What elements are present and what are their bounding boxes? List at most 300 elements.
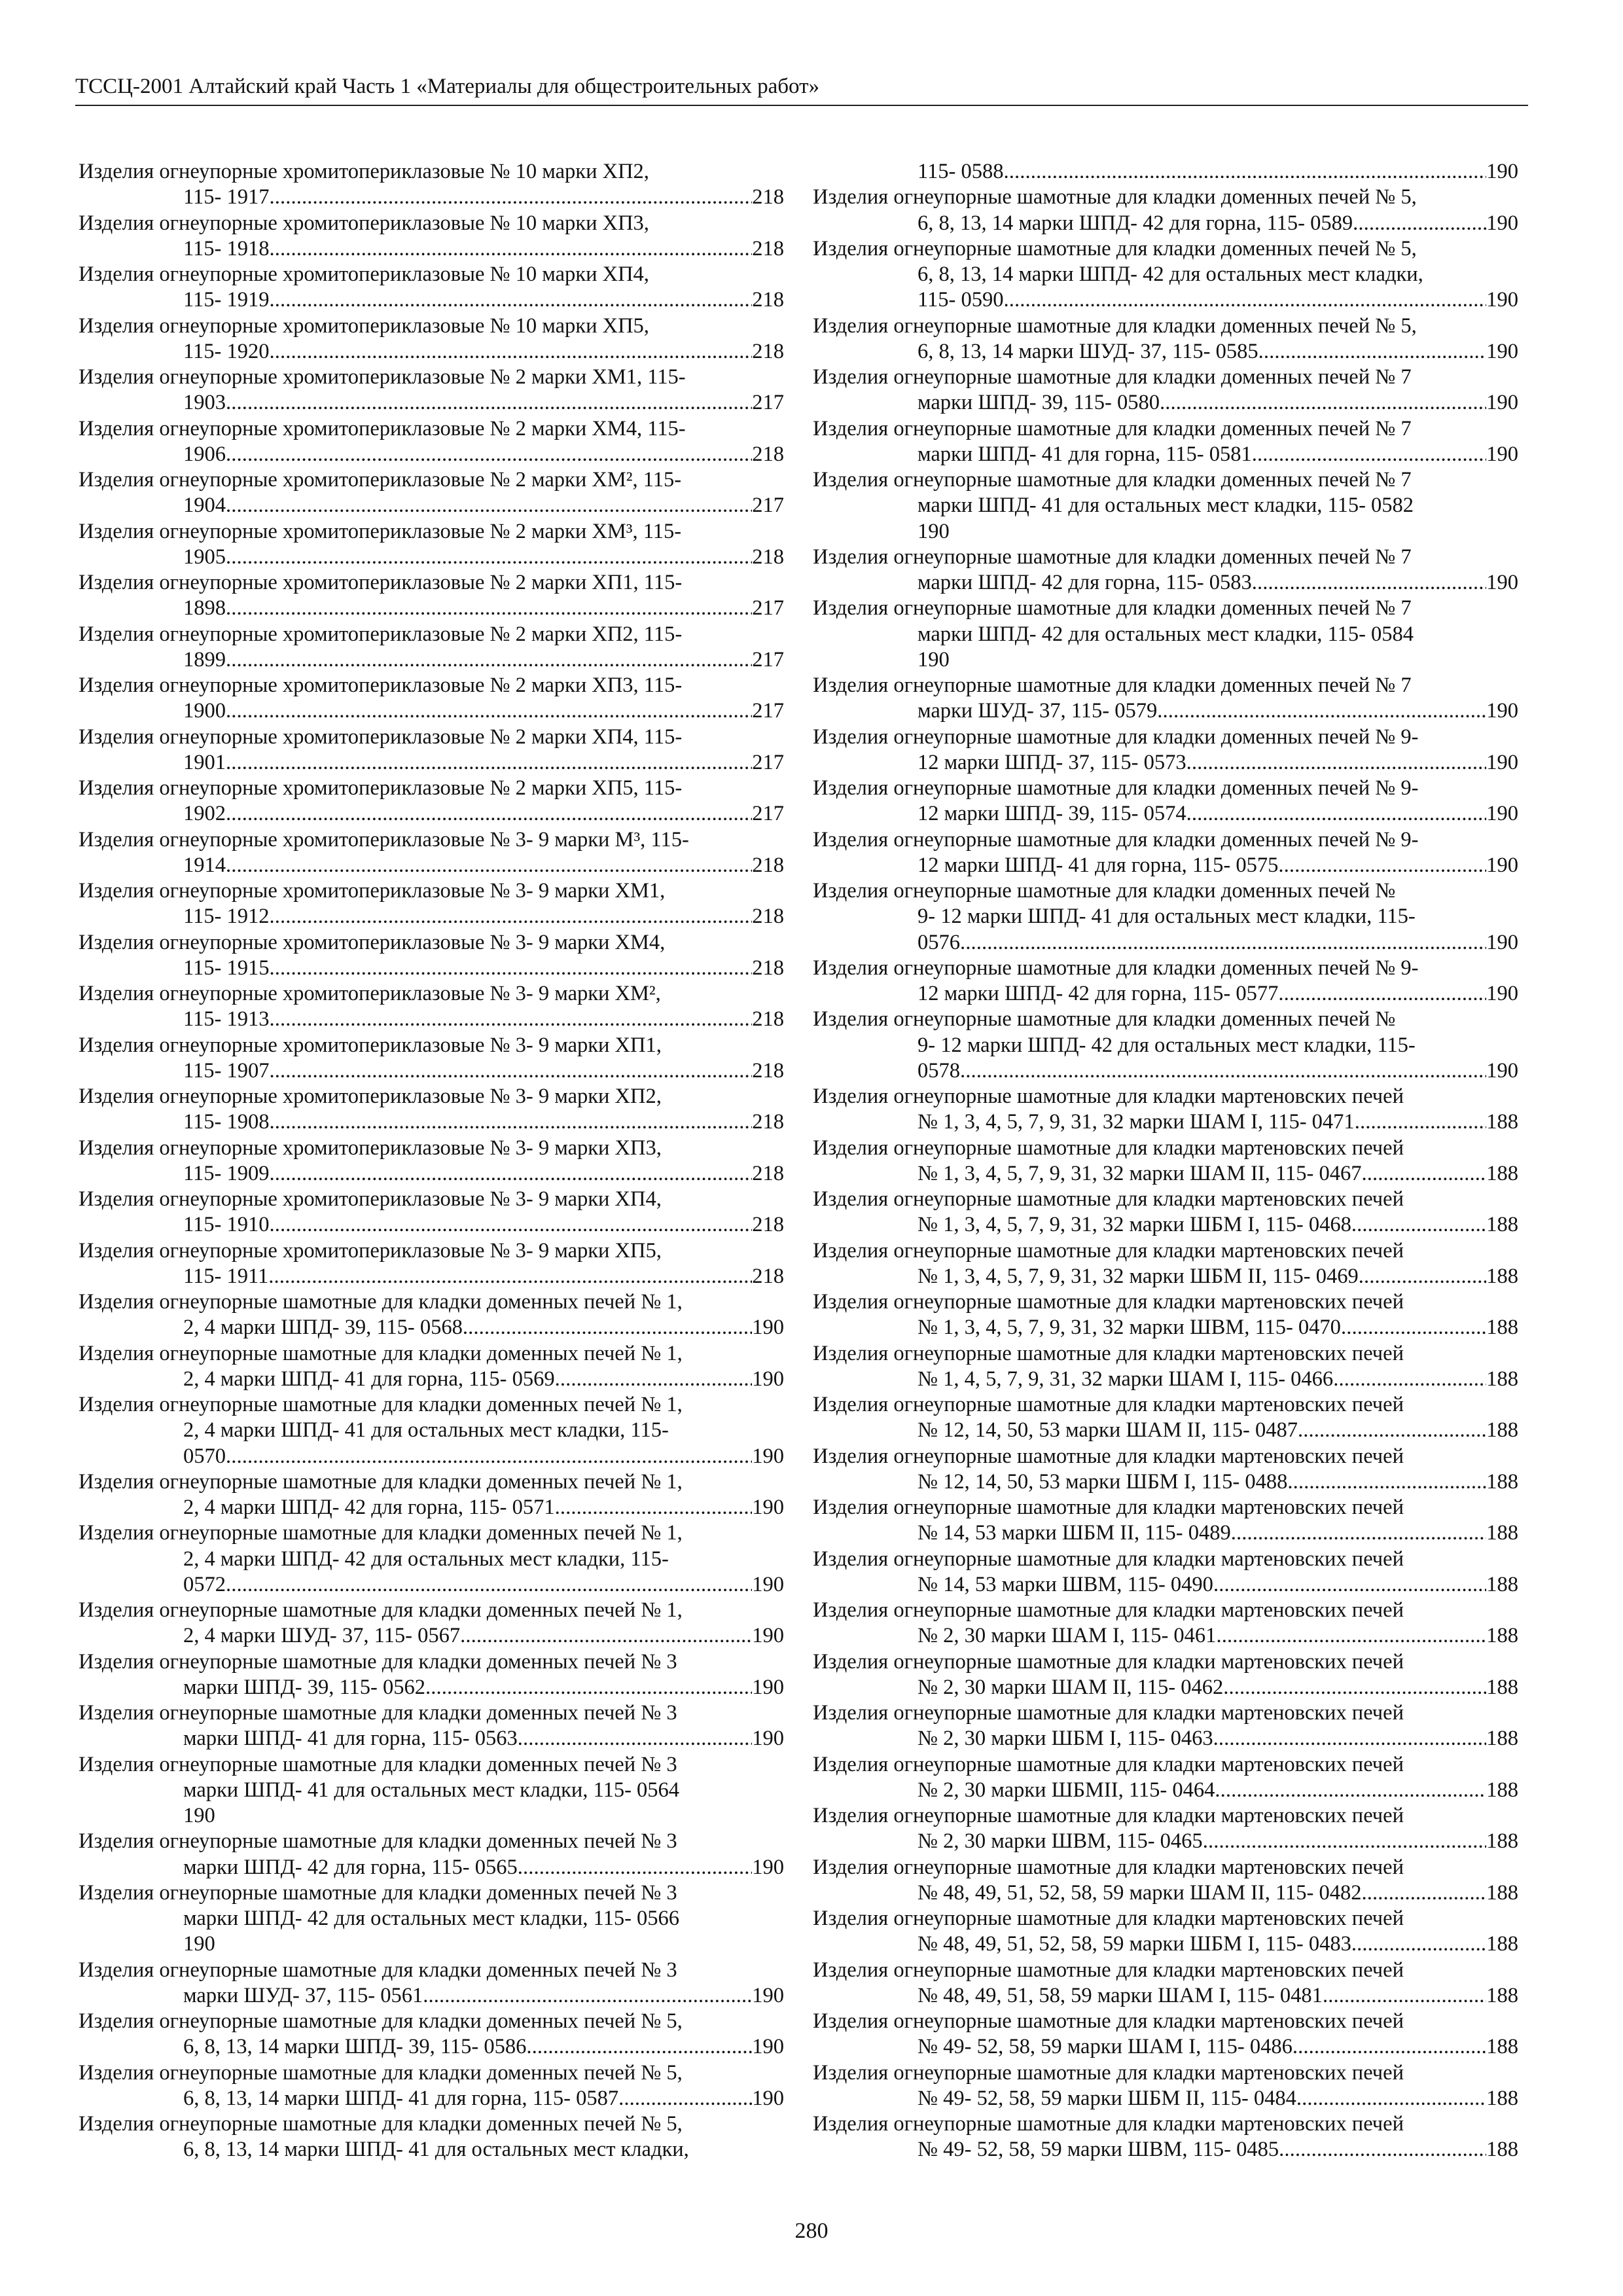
- entry-code: марки ШПД- 42 для горна, 115- 0583: [918, 571, 1252, 594]
- dot-leader: [1351, 1931, 1486, 1957]
- index-entry: [79, 1598, 784, 1649]
- entry-code: 6, 8, 13, 14 марки ШПД- 41 для горна, 115- 0587: [183, 2086, 619, 2110]
- dot-leader: [226, 853, 752, 878]
- entry-code: 115- 1913: [183, 1007, 270, 1031]
- dot-leader: [1223, 1675, 1486, 1700]
- entry-code: № 2, 30 марки ШВМ, 115- 0465: [918, 1829, 1203, 1854]
- index-entry: [79, 1187, 784, 1238]
- index-entry: [813, 878, 1518, 956]
- entry-dotleader-line: [813, 1264, 1518, 1289]
- entry-dotleader-line: [813, 390, 1518, 416]
- entry-dotleader-line: [813, 1623, 1518, 1649]
- entry-page-ref: 190: [1486, 699, 1518, 723]
- entry-text: Изделия огнеупорные шамотные для кладки доменных печей № 7: [813, 416, 1412, 440]
- index-entry: [813, 956, 1518, 1007]
- entry-dotleader-line: [813, 1778, 1518, 1803]
- dot-leader: [226, 390, 752, 416]
- index-entry: [79, 1829, 784, 1880]
- entry-code: № 1, 3, 4, 5, 7, 9, 31, 32 марки ШВМ, 115- 0470: [918, 1316, 1341, 1340]
- entry-dotleader-line: [813, 1675, 1518, 1700]
- entry-page-ref: 190: [1486, 982, 1518, 1005]
- index-entry: [813, 596, 1518, 673]
- dot-leader: [226, 545, 752, 570]
- entry-page-ref: 188: [1486, 1213, 1518, 1237]
- entry-dotleader-line: [79, 698, 784, 724]
- entry-code: марки ШУД- 37, 115- 0561: [183, 1983, 423, 2007]
- entry-code: 115- 1910: [183, 1213, 270, 1237]
- entry-code: 115- 1909: [183, 1161, 270, 1185]
- dot-leader: [460, 1623, 752, 1649]
- entry-dotleader-line: [813, 750, 1518, 776]
- entry-text: Изделия огнеупорные шамотные для кладки доменных печей № 5,: [79, 2009, 683, 2033]
- entry-page-ref: 188: [1486, 2086, 1518, 2110]
- entry-text: Изделия огнеупорные хромитопериклазовые № 2 марки ХМ³, 115-: [79, 519, 682, 543]
- entry-page-ref: 217: [752, 596, 784, 620]
- entry-text: Изделия огнеупорные шамотные для кладки мартеновских печей: [813, 1547, 1404, 1571]
- index-entry: [813, 1752, 1518, 1804]
- entry-dotleader-line: [79, 442, 784, 467]
- entry-code: 1904: [183, 493, 226, 518]
- entry-text: Изделия огнеупорные шамотные для кладки мартеновских печей: [813, 1598, 1404, 1622]
- dot-leader: [1231, 1520, 1487, 1546]
- dot-leader: [226, 1444, 752, 1469]
- entry-text: Изделия огнеупорные хромитопериклазовые № 2 марки ХП5, 115-: [79, 776, 683, 800]
- entry-continuation: марки ШПД- 42 для остальных мест кладки, 115- 0566: [183, 1907, 680, 1930]
- index-entry: [813, 365, 1518, 416]
- index-entry: [79, 1033, 784, 1085]
- entry-text: Изделия огнеупорные шамотные для кладки доменных печей № 3: [79, 1701, 677, 1725]
- entry-text: Изделия огнеупорные шамотные для кладки доменных печей №: [813, 879, 1396, 903]
- entry-dotleader-line: [813, 801, 1518, 827]
- entry-page-ref: 190: [1486, 442, 1518, 466]
- entry-code: марки ШПД- 41 для горна, 115- 0581: [918, 442, 1252, 466]
- entry-text: Изделия огнеупорные хромитопериклазовые № 2 марки ХП4, 115-: [79, 725, 683, 749]
- entry-dotleader-line: [813, 1367, 1518, 1392]
- entry-dotleader-line: [79, 339, 784, 365]
- index-entry: [813, 1700, 1518, 1752]
- index-entry: [813, 1649, 1518, 1701]
- entry-dotleader-line: [79, 647, 784, 673]
- entry-text: Изделия огнеупорные хромитопериклазовые № 10 марки ХП5,: [79, 314, 649, 338]
- entry-dotleader-line: [79, 904, 784, 929]
- dot-leader: [226, 493, 752, 518]
- entry-page-ref: 188: [1486, 1161, 1518, 1185]
- dot-leader: [1355, 1109, 1487, 1135]
- index-entry: [79, 827, 784, 879]
- dot-leader: [1293, 2034, 1486, 2060]
- index-entry: [813, 1289, 1518, 1341]
- entry-code: № 14, 53 марки ШВМ, 115- 0490: [918, 1572, 1213, 1596]
- entry-code: 1900: [183, 699, 226, 723]
- entry-page-ref: 190: [752, 1855, 784, 1879]
- entry-text: Изделия огнеупорные шамотные для кладки доменных печей № 7: [813, 468, 1412, 492]
- dot-leader: [268, 1264, 752, 1289]
- entry-dotleader-line: [813, 2034, 1518, 2060]
- entry-code: № 1, 3, 4, 5, 7, 9, 31, 32 марки ШБМ I, 115- 0468: [918, 1213, 1351, 1237]
- entry-dotleader-line: [79, 390, 784, 416]
- index-entry: [79, 159, 784, 211]
- entry-dotleader-line: [79, 1726, 784, 1751]
- entry-dotleader-line: [79, 545, 784, 570]
- dot-leader: [270, 236, 753, 262]
- entry-code: марки ШУД- 37, 115- 0579: [918, 699, 1158, 723]
- entry-continuation: марки ШПД- 41 для остальных мест кладки, 115- 0582: [918, 493, 1414, 518]
- dot-leader: [1004, 287, 1487, 313]
- entry-page-ref: 190: [1486, 750, 1518, 774]
- index-entry: [813, 827, 1518, 879]
- index-entry: [813, 159, 1518, 185]
- dot-leader: [1252, 442, 1487, 467]
- entry-code: марки ШПД- 42 для горна, 115- 0565: [183, 1855, 518, 1879]
- entry-dotleader-line: [813, 1469, 1518, 1495]
- entry-code: 2, 4 марки ШПД- 41 для горна, 115- 0569: [183, 1367, 555, 1391]
- entry-dotleader-line: [813, 570, 1518, 596]
- entry-continuation: 9- 12 марки ШПД- 42 для остальных мест кладки, 115-: [918, 1033, 1416, 1057]
- entry-code: 1914: [183, 853, 226, 877]
- dot-leader: [555, 1367, 753, 1392]
- entry-text: Изделия огнеупорные шамотные для кладки доменных печей № 3: [79, 1752, 677, 1776]
- entry-text: Изделия огнеупорные шамотные для кладки мартеновских печей: [813, 1341, 1404, 1365]
- entry-page-ref: 218: [752, 442, 784, 466]
- entry-dotleader-line: [813, 1058, 1518, 1084]
- index-entry: [79, 314, 784, 365]
- entry-page-ref: 190: [1486, 288, 1518, 312]
- index-entry: [79, 1469, 784, 1521]
- entry-code: 115- 1908: [183, 1110, 270, 1134]
- index-entry: [79, 1341, 784, 1393]
- dot-leader: [1362, 1161, 1487, 1187]
- entry-dotleader-line: [813, 1983, 1518, 2009]
- entry-code: 115- 1912: [183, 905, 270, 929]
- page-number: 280: [794, 2219, 829, 2243]
- entry-page-ref: 188: [1486, 1675, 1518, 1699]
- dot-leader: [270, 1109, 753, 1135]
- entry-text: Изделия огнеупорные хромитопериклазовые № 3- 9 марки ХМ4,: [79, 930, 666, 954]
- entry-code: 1902: [183, 802, 226, 826]
- dot-leader: [226, 596, 752, 621]
- dot-leader: [1157, 698, 1486, 724]
- entry-continuation: 2, 4 марки ШПД- 41 для остальных мест кладки, 115-: [183, 1418, 669, 1443]
- entry-text: Изделия огнеупорные шамотные для кладки доменных печей № 1,: [79, 1290, 683, 1314]
- entry-page-ref: 218: [752, 956, 784, 980]
- entry-code: 115- 1907: [183, 1058, 270, 1083]
- index-entry: [813, 1007, 1518, 1084]
- entry-code: 12 марки ШПД- 42 для горна, 115- 0577: [918, 982, 1279, 1005]
- entry-code: 115- 1917: [183, 185, 270, 209]
- entry-dotleader-line: [79, 1444, 784, 1469]
- index-entry: [79, 1289, 784, 1341]
- entry-continuation: марки ШПД- 41 для остальных мест кладки, 115- 0564: [183, 1778, 680, 1802]
- entry-page-ref: 188: [1486, 1264, 1518, 1288]
- index-entry: [813, 2111, 1518, 2163]
- entry-text: Изделия огнеупорные хромитопериклазовые № 2 марки ХП3, 115-: [79, 673, 683, 697]
- index-entry: [79, 2111, 784, 2163]
- dot-leader: [1353, 211, 1486, 236]
- entry-text: Изделия огнеупорные шамотные для кладки доменных печей № 7: [813, 545, 1412, 569]
- entry-text: Изделия огнеупорные шамотные для кладки доменных печей № 7: [813, 365, 1412, 389]
- entry-text: Изделия огнеупорные хромитопериклазовые № 2 марки ХП1, 115-: [79, 571, 683, 594]
- entry-page-ref: 190: [1486, 930, 1518, 954]
- entry-page-ref: 218: [752, 1058, 784, 1083]
- index-entry: [813, 1495, 1518, 1547]
- entry-dotleader-line: [813, 2086, 1518, 2111]
- entry-text: Изделия огнеупорные шамотные для кладки доменных печей № 9-: [813, 956, 1419, 980]
- index-entry: [79, 725, 784, 776]
- entry-code: марки ШПД- 39, 115- 0580: [918, 391, 1160, 415]
- entry-dotleader-line: [79, 493, 784, 518]
- entry-text: Изделия огнеупорные шамотные для кладки доменных печей № 9-: [813, 827, 1419, 852]
- index-entry: [79, 673, 784, 725]
- dot-leader: [1213, 1572, 1486, 1598]
- index-entry: [79, 878, 784, 930]
- entry-code: № 2, 30 марки ШБМII, 115- 0464: [918, 1778, 1215, 1802]
- dot-leader: [226, 750, 752, 776]
- entry-text: Изделия огнеупорные хромитопериклазовые № 10 марки ХП3,: [79, 211, 649, 235]
- index-entry: [813, 673, 1518, 725]
- entry-dotleader-line: [79, 236, 784, 262]
- entry-dotleader-line: [813, 698, 1518, 724]
- index-entry: [79, 519, 784, 571]
- entry-page-ref: 217: [752, 750, 784, 774]
- index-entry: [813, 1187, 1518, 1238]
- entry-text: Изделия огнеупорные шамотные для кладки доменных печей № 3: [79, 1958, 677, 1982]
- index-entry: [79, 1700, 784, 1752]
- entry-page-ref: 190: [752, 1727, 784, 1751]
- index-entry: [813, 2009, 1518, 2060]
- index-entry: [813, 185, 1518, 236]
- entry-code: 115- 1918: [183, 236, 270, 260]
- entry-continuation: марки ШПД- 42 для остальных мест кладки, 115- 0584: [918, 622, 1414, 646]
- entry-text: Изделия огнеупорные шамотные для кладки доменных печей № 1,: [79, 1598, 683, 1622]
- entry-text: Изделия огнеупорные шамотные для кладки мартеновских печей: [813, 1907, 1404, 1930]
- entry-page-ref: 190: [752, 1983, 784, 2007]
- entry-page-ref: 190: [752, 1444, 784, 1468]
- entry-code: 6, 8, 13, 14 марки ШПД- 39, 115- 0586: [183, 2035, 527, 2059]
- index-entry: [79, 211, 784, 262]
- entry-code: 12 марки ШПД- 39, 115- 0574: [918, 802, 1186, 826]
- entry-text: Изделия огнеупорные хромитопериклазовые № 3- 9 марки ХП1,: [79, 1033, 662, 1057]
- entry-page-ref: 218: [752, 1110, 784, 1134]
- index-entry: [79, 622, 784, 673]
- entry-dotleader-line: [813, 1880, 1518, 1906]
- entry-code: № 1, 4, 5, 7, 9, 31, 32 марки ШАМ I, 115- 0466: [918, 1367, 1334, 1391]
- dot-leader: [270, 185, 753, 210]
- entry-text: Изделия огнеупорные шамотные для кладки мартеновских печей: [813, 1701, 1404, 1725]
- entry-dotleader-line: [79, 1007, 784, 1032]
- entry-text: Изделия огнеупорные хромитопериклазовые № 3- 9 марки ХМ²,: [79, 982, 661, 1005]
- entry-code: № 48, 49, 51, 52, 58, 59 марки ШАМ II, 115- 0482: [918, 1880, 1362, 1905]
- dot-leader: [1216, 1623, 1486, 1649]
- entry-page-ref: 218: [752, 905, 784, 929]
- dot-leader: [226, 442, 752, 467]
- entry-dotleader-line: [813, 442, 1518, 467]
- entry-code: № 1, 3, 4, 5, 7, 9, 31, 32 марки ШАМ I, 115- 0471: [918, 1110, 1355, 1134]
- entry-dotleader-line: [79, 1058, 784, 1084]
- entry-dotleader-line: [79, 956, 784, 981]
- entry-text: Изделия огнеупорные хромитопериклазовые № 2 марки ХМ4, 115-: [79, 416, 686, 440]
- entry-page-ref: 218: [752, 1264, 784, 1288]
- entry-page-ref: 188: [1486, 2138, 1518, 2162]
- entry-code: 1903: [183, 391, 226, 415]
- dot-leader: [270, 904, 753, 929]
- entry-text: Изделия огнеупорные шамотные для кладки мартеновских печей: [813, 1444, 1404, 1468]
- dot-leader: [1362, 1880, 1487, 1906]
- entry-dotleader-line: [813, 1315, 1518, 1340]
- entry-page-ref: 190: [1486, 160, 1518, 183]
- entry-code: № 12, 14, 50, 53 марки ШАМ II, 115- 0487: [918, 1418, 1298, 1443]
- entry-text: Изделия огнеупорные шамотные для кладки доменных печей № 7: [813, 596, 1412, 620]
- entry-dotleader-line: [79, 1675, 784, 1700]
- entry-dotleader-line: [813, 1212, 1518, 1238]
- entry-code: № 49- 52, 58, 59 марки ШАМ I, 115- 0486: [918, 2035, 1293, 2059]
- entry-page-ref: 217: [752, 391, 784, 415]
- index-entry: [813, 1444, 1518, 1496]
- entry-dotleader-line: [79, 1367, 784, 1392]
- index-entry: [813, 467, 1518, 545]
- entry-page-ref: 190: [752, 1624, 784, 1648]
- entry-dotleader-line: [79, 853, 784, 878]
- entry-text: Изделия огнеупорные шамотные для кладки мартеновских печей: [813, 1496, 1404, 1519]
- entry-text: Изделия огнеупорные хромитопериклазовые № 2 марки ХМ², 115-: [79, 468, 682, 492]
- entry-text: Изделия огнеупорные шамотные для кладки мартеновских печей: [813, 1752, 1404, 1776]
- entry-dotleader-line: [79, 1109, 784, 1135]
- entry-text: Изделия огнеупорные шамотные для кладки мартеновских печей: [813, 1136, 1404, 1160]
- dot-leader: [270, 1058, 753, 1084]
- entry-page-ref: 218: [752, 236, 784, 260]
- index-entry: [79, 1958, 784, 2009]
- entry-dotleader-line: [79, 596, 784, 621]
- entry-text: Изделия огнеупорные шамотные для кладки доменных печей № 1,: [79, 1393, 683, 1416]
- index-entry: [813, 314, 1518, 365]
- dot-leader: [618, 2086, 752, 2111]
- dot-leader: [518, 1726, 753, 1751]
- entry-code: 2, 4 марки ШПД- 42 для горна, 115- 0571: [183, 1496, 555, 1519]
- index-entry: [79, 1084, 784, 1136]
- entry-text: Изделия огнеупорные шамотные для кладки доменных печей № 5,: [813, 185, 1417, 209]
- entry-dotleader-line: [813, 339, 1518, 365]
- entry-code: 0578: [918, 1058, 960, 1083]
- entry-dotleader-line: [813, 1572, 1518, 1598]
- dot-leader: [226, 698, 752, 724]
- entry-code: № 49- 52, 58, 59 марки ШВМ, 115- 0485: [918, 2138, 1279, 2162]
- entry-code: № 1, 3, 4, 5, 7, 9, 31, 32 марки ШБМ II, 115- 0469: [918, 1264, 1359, 1288]
- dot-leader: [1278, 853, 1486, 878]
- entry-page-ref: 188: [1486, 1316, 1518, 1340]
- index-entry: [79, 930, 784, 982]
- dot-leader: [270, 1212, 753, 1238]
- dot-leader: [1341, 1315, 1486, 1340]
- entry-page-ref: 190: [1486, 211, 1518, 235]
- entry-code: 6, 8, 13, 14 марки ШПД- 42 для горна, 115- 0589: [918, 211, 1353, 235]
- header-rule: [75, 105, 1528, 106]
- dot-leader: [1279, 2137, 1486, 2162]
- dot-leader: [960, 930, 1486, 956]
- entry-page-ref: 188: [1486, 1778, 1518, 1802]
- running-header: ТССЦ-2001 Алтайский край Часть 1 «Материалы для общестроительных работ»: [75, 75, 820, 98]
- entry-text: Изделия огнеупорные шамотные для кладки доменных печей № 3: [79, 1880, 677, 1905]
- entry-dotleader-line: [813, 930, 1518, 956]
- entry-page-ref: 190: [918, 519, 950, 543]
- entry-page-ref: 188: [1486, 1367, 1518, 1391]
- dot-leader: [425, 1675, 752, 1700]
- dot-leader: [1296, 2086, 1486, 2111]
- dot-leader: [1258, 339, 1487, 365]
- entry-page-ref: 188: [1486, 2035, 1518, 2059]
- index-entry: [79, 1520, 784, 1598]
- entry-dotleader-line: [813, 159, 1518, 185]
- entry-text: Изделия огнеупорные хромитопериклазовые № 10 марки ХП2,: [79, 160, 649, 183]
- entry-page-ref: 188: [1486, 1572, 1518, 1596]
- index-entry: [79, 1649, 784, 1701]
- entry-continuation: 6, 8, 13, 14 марки ШПД- 42 для остальных мест кладки,: [918, 262, 1423, 286]
- entry-dotleader-line: [79, 801, 784, 827]
- entry-page-ref: 188: [1486, 1110, 1518, 1134]
- entry-page-ref: 188: [1486, 1983, 1518, 2007]
- dot-leader: [1215, 1778, 1486, 1803]
- dot-leader: [1160, 390, 1486, 416]
- dot-leader: [423, 1983, 752, 2009]
- entry-page-ref: 218: [752, 339, 784, 363]
- entry-dotleader-line: [79, 1212, 784, 1238]
- entry-continuation: 2, 4 марки ШПД- 42 для остальных мест кладки, 115-: [183, 1547, 669, 1571]
- entry-code: № 48, 49, 51, 52, 58, 59 марки ШБМ I, 115- 0483: [918, 1932, 1351, 1956]
- entry-text: Изделия огнеупорные хромитопериклазовые № 2 марки ХМ1, 115-: [79, 365, 686, 389]
- index-entry: [813, 1238, 1518, 1290]
- entry-text: Изделия огнеупорные шамотные для кладки мартеновских печей: [813, 1085, 1404, 1108]
- index-entry: [813, 1803, 1518, 1855]
- entry-page-ref: 190: [183, 1804, 215, 1827]
- dot-leader: [226, 647, 752, 673]
- entry-text: Изделия огнеупорные шамотные для кладки доменных печей №: [813, 1007, 1396, 1031]
- dot-leader: [1004, 159, 1487, 185]
- entry-page-ref: 190: [1486, 853, 1518, 877]
- entry-dotleader-line: [79, 1855, 784, 1880]
- entry-code: 6, 8, 13, 14 марки ШУД- 37, 115- 0585: [918, 339, 1258, 363]
- entry-dotleader-line: [813, 1931, 1518, 1957]
- entry-code: № 48, 49, 51, 58, 59 марки ШАМ I, 115- 0481: [918, 1983, 1323, 2007]
- index-entry: [79, 776, 784, 827]
- entry-page-ref: 188: [1486, 1727, 1518, 1751]
- entry-code: 115- 1911: [183, 1264, 269, 1288]
- index-entry: [79, 1392, 784, 1469]
- index-entry: [813, 1084, 1518, 1136]
- entry-code: № 2, 30 марки ШБМ I, 115- 0463: [918, 1727, 1213, 1751]
- index-entry: [79, 416, 784, 468]
- entry-dotleader-line: [79, 1161, 784, 1187]
- entry-code: 115- 1920: [183, 339, 270, 363]
- entry-page-ref: 217: [752, 802, 784, 826]
- entry-text: Изделия огнеупорные шамотные для кладки доменных печей № 5,: [79, 2112, 683, 2136]
- index-entry: [79, 570, 784, 622]
- entry-page-ref: 190: [752, 1496, 784, 1519]
- index-entry: [813, 1136, 1518, 1187]
- index-entry: [79, 981, 784, 1033]
- entry-text: Изделия огнеупорные шамотные для кладки мартеновских печей: [813, 2112, 1404, 2136]
- entry-text: Изделия огнеупорные шамотные для кладки мартеновских печей: [813, 1855, 1404, 1879]
- entry-code: 2, 4 марки ШПД- 39, 115- 0568: [183, 1316, 463, 1340]
- dot-leader: [1287, 1469, 1486, 1495]
- entry-continuation: 6, 8, 13, 14 марки ШПД- 41 для остальных мест кладки,: [183, 2138, 689, 2162]
- entry-text: Изделия огнеупорные хромитопериклазовые № 2 марки ХП2, 115-: [79, 622, 683, 646]
- entry-page-ref: 188: [1486, 1932, 1518, 1956]
- entry-text: Изделия огнеупорные шамотные для кладки мартеновских печей: [813, 1958, 1404, 1982]
- entry-code: 115- 0590: [918, 288, 1004, 312]
- entry-code: № 1, 3, 4, 5, 7, 9, 31, 32 марки ШАМ II, 115- 0467: [918, 1161, 1362, 1185]
- entry-dotleader-line: [813, 1161, 1518, 1187]
- entry-text: Изделия огнеупорные шамотные для кладки мартеновских печей: [813, 1393, 1404, 1416]
- entry-text: Изделия огнеупорные шамотные для кладки мартеновских печей: [813, 1804, 1404, 1827]
- entry-page-ref: 188: [1486, 1880, 1518, 1905]
